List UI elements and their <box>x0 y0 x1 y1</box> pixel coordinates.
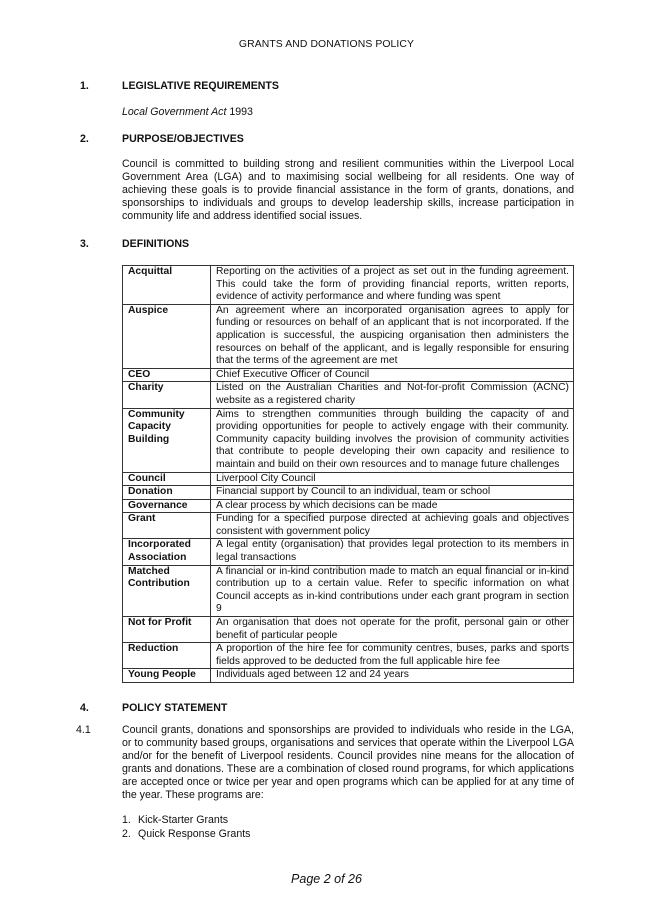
definition-term: CEO <box>123 368 211 382</box>
table-row <box>123 513 574 539</box>
table-row <box>123 382 574 408</box>
definition-text: A proportion of the hire fee for community centres, buses, parks and sports fields approved to be deducted from the full applicable hire fee <box>211 643 574 669</box>
legislation-reference <box>122 106 574 119</box>
table-row <box>123 304 574 368</box>
section-number: 1. <box>80 80 89 92</box>
definition-text: An agreement where an incorporated organisation agrees to apply for funding or resources on behalf of an applicant that is not incorporated. If the application is successful, the auspicing organisation then administers the resources on behalf of the applicant, and is legally responsible for ensuring that the terms of the agreement are met <box>211 304 574 368</box>
definition-text: A legal entity (organisation) that provides legal protection to its members in legal transactions <box>211 539 574 565</box>
section-number: 3. <box>80 238 89 250</box>
definition-term: Incorporated Association <box>123 539 211 565</box>
table-row <box>123 565 574 616</box>
purpose-paragraph: Council is committed to building strong and resilient communities within the Liverpool Local Government Area (LGA) and to maximising social wellbeing for all residents. One way of achieving these goals is to provide financial assistance in the form of grants, donations, and sponsorships to individuals and groups to develop leadership skills, increase participation in community life and address identified social issues. <box>122 158 574 222</box>
definition-term: Donation <box>123 486 211 500</box>
table-row <box>123 266 574 305</box>
definition-text: Individuals aged between 12 and 24 years <box>211 669 574 683</box>
policy-paragraph: Council grants, donations and sponsorships are provided to individuals who reside in the LGA, or to community based groups, organisations and services that operate within the Liverpool LGA and/or for the benefit of Liverpool residents. Council provides nine means for the allocation of grants and donations. These are a combination of closed round programs, for which applications are accepted once or twice per year and open programs which can be applied for at any time of the year. These programs are: <box>122 724 574 801</box>
definition-text: Financial support by Council to an individual, team or school <box>211 486 574 500</box>
section-title: DEFINITIONS <box>122 238 190 250</box>
table-row <box>123 472 574 486</box>
definition-term: Matched Contribution <box>123 565 211 616</box>
act-year: 1993 <box>226 106 253 118</box>
page-number: Page 2 of 26 <box>291 872 362 886</box>
section-title: PURPOSE/OBJECTIVES <box>122 133 244 145</box>
definition-term: Community Capacity Building <box>123 408 211 472</box>
table-row <box>123 617 574 643</box>
section-title: LEGISLATIVE REQUIREMENTS <box>122 80 279 92</box>
list-label: Kick-Starter Grants <box>138 814 229 826</box>
definition-term: Charity <box>123 382 211 408</box>
definition-term: Reduction <box>123 643 211 669</box>
section-number: 2. <box>80 133 89 145</box>
document-header: GRANTS AND DONATIONS POLICY <box>238 39 415 50</box>
section-title: POLICY STATEMENT <box>122 702 228 714</box>
program-list <box>122 814 250 842</box>
list-number: 1. <box>122 814 131 826</box>
table-row <box>123 643 574 669</box>
definition-term: Auspice <box>123 304 211 368</box>
definition-text: Aims to strengthen communities through building the capacity of and providing opportunities for people to actively engage with their community. Community capacity building involves the provision of community activities that contribute to people developing their own capacity and resilience to maintain and build on their own resources and to manage future challenges <box>211 408 574 472</box>
definition-text: Chief Executive Officer of Council <box>211 368 574 382</box>
table-row <box>123 486 574 500</box>
table-row <box>123 368 574 382</box>
definition-text: An organisation that does not operate for the profit, personal gain or other benefit of particular people <box>211 617 574 643</box>
table-row <box>123 499 574 513</box>
definition-text: A clear process by which decisions can be made <box>211 499 574 513</box>
definition-term: Not for Profit <box>123 617 211 643</box>
definition-term: Acquittal <box>123 266 211 305</box>
definition-text: Listed on the Australian Charities and Not-for-profit Commission (ACNC) website as a registered charity <box>211 382 574 408</box>
definition-text: Reporting on the activities of a project as set out in the funding agreement. This could take the form of providing financial reports, written reports, evidence of activity performance and where funding was spent <box>211 266 574 305</box>
definition-text: Liverpool City Council <box>211 472 574 486</box>
definition-text: A financial or in-kind contribution made to match an equal financial or in-kind contribution up to a certain value. Refer to specific information on what Council accepts as in-kind contributions under each grant program in section 9 <box>211 565 574 616</box>
act-name: Local Government Act <box>122 106 227 118</box>
table-row <box>123 669 574 683</box>
definition-term: Governance <box>123 499 211 513</box>
definition-text: Funding for a specified purpose directed at achieving goals and objectives consistent with government policy <box>211 513 574 539</box>
clause-number: 4.1 <box>76 724 91 736</box>
list-label: Quick Response Grants <box>138 828 251 840</box>
section-number: 4. <box>80 702 89 714</box>
definition-term: Council <box>123 472 211 486</box>
list-number: 2. <box>122 828 131 840</box>
table-row <box>123 408 574 472</box>
list-item <box>122 814 250 828</box>
list-item <box>122 828 250 842</box>
table-row <box>123 539 574 565</box>
definitions-table <box>122 265 574 683</box>
definition-term: Young People <box>123 669 211 683</box>
definition-term: Grant <box>123 513 211 539</box>
